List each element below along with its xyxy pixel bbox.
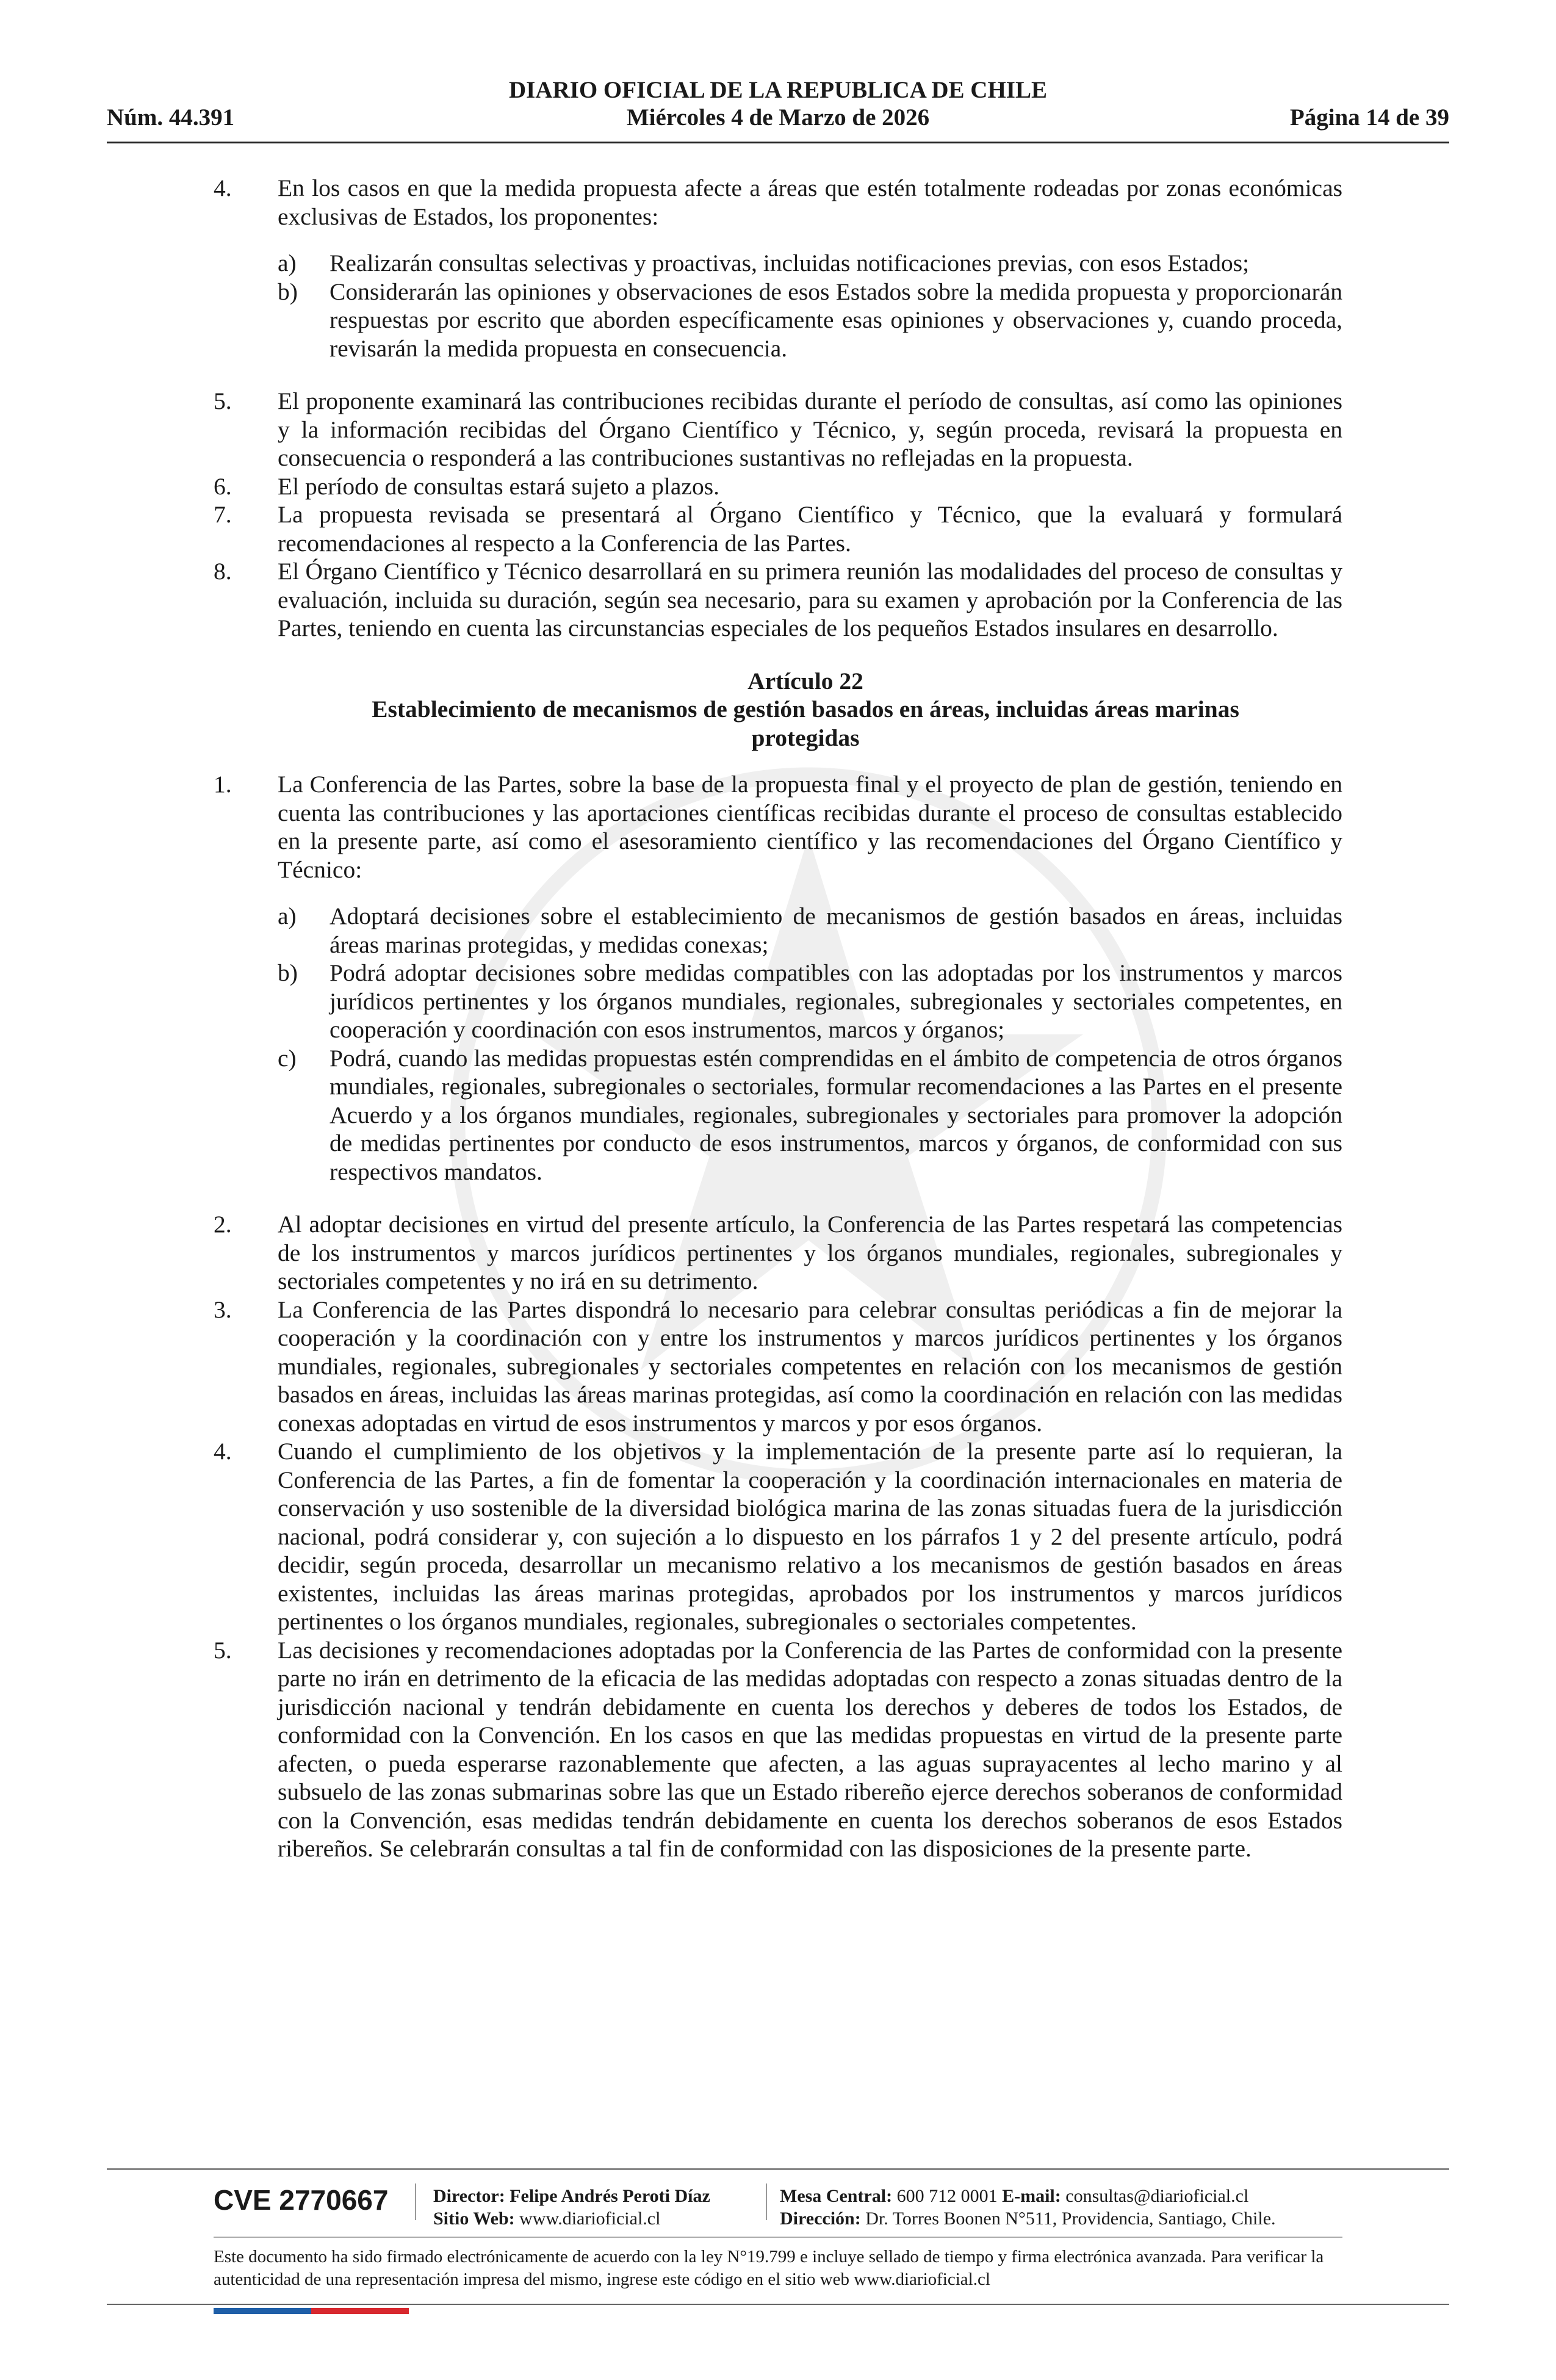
sub-item: a) Realizarán consultas selectivas y proactivas, incluidas notificaciones previas, con esos Estados; [278,250,1250,276]
list-item: 4. Cuando el cumplimiento de los objetivos y la implementación de la presente parte así lo requieran, la Conferencia de las Partes, a fin de fomentar la cooperación y la coordinación internacionales en materia de conservación y uso sostenible de la diversidad biológica marina de las zonas situadas fuera de la jurisdicción nacional, podrá considerar y, con sujeción a lo dispuesto en los párrafos 1 y 2 del presente artículo, podrá decidir, según proceda, desarrollar un mecanismo relativo a los mecanismos de gestión basados en áreas existentes, incluidas las áreas marinas protegidas, aprobados por los instrumentos y marcos jurídicos pertinentes o los órganos mundiales, regionales, subregionales o sectoriales competentes. [214,1438,1342,1635]
footer-divider [107,2168,1449,2170]
footer-director: Director: Felipe Andrés Peroti Díaz Sitio Web: www.diarioficial.cl [433,2186,710,2229]
cve-code: CVE 2770667 [214,2184,389,2216]
flag-stripe-blue [214,2308,311,2314]
footer-divider-bottom [107,2304,1449,2305]
sub-item: c) Podrá, cuando las medidas propuestas estén comprendidas en el ámbito de competencia de otros órganos mundiales, regionales, subregionales o sectoriales, formular recomendaciones a las Partes en el presente Acuerdo y a los órganos mundiales, regionales, subregionales y sectoriales para promover la adopción de medidas pertinentes por conducto de esos instrumentos, marcos y órganos, de conformidad con sus respectivos mandatos. [278,1044,1342,1185]
header-divider [107,142,1449,143]
list-item: 3. La Conferencia de las Partes dispondrá lo necesario para celebrar consultas periódicas a fin de mejorar la cooperación y la coordinación con y entre los instrumentos y marcos jurídicos pertinentes y los órganos mundiales, regionales, subregionales y sectoriales competentes en relación con los mecanismos de gestión basados en áreas, incluidas las áreas marinas protegidas, así como la coordinación en relación con las medidas conexas adoptadas en virtud de esos instrumentos y marcos y por esos órganos. [214,1296,1342,1437]
list-item: 6. El período de consultas estará sujeto a plazos. [214,472,719,500]
list-item: 5. El proponente examinará las contribuciones recibidas durante el período de consultas, así como las opiniones y la información recibidas del Órgano Científico y Técnico, y, según proceda, revisará la propuesta en consecuencia o responderá a las contribuciones sustantivas no reflejadas en la propuesta. [214,388,1342,471]
publication-title: DIARIO OFICIAL DE LA REPUBLICA DE CHILE [508,77,1047,103]
list-item: 4. En los casos en que la medida propuesta afecte a áreas que estén totalmente rodeadas por zonas económicas exclusivas de Estados, los proponentes: [214,175,1342,230]
paragraph-text: En los casos en que la medida propuesta afecte a áreas que estén totalmente rodeadas por zonas económicas exclusivas de Estados, los proponentes: [278,175,1342,230]
list-item: 7. La propuesta revisada se presentará al Órgano Científico y Técnico, que la evaluará y formulará recomendaciones al respecto a la Conferencia de las Partes. [214,501,1342,557]
footer-separator [415,2183,416,2220]
email-link[interactable]: consultas@diarioficial.cl [1065,2186,1249,2206]
footer-separator [766,2183,767,2220]
list-item: 1. La Conferencia de las Partes, sobre la base de la propuesta final y el proyecto de plan de gestión, teniendo en cuenta las contribuciones y las aportaciones científicas recibidas durante el proceso de consultas establecido en la presente parte, así como el asesoramiento científico y las recomendaciones del Órgano Científico y Técnico: [214,771,1342,883]
sub-item: a) Adoptará decisiones sobre el establecimiento de mecanismos de gestión basados en áreas, incluidas áreas marinas protegidas, y medidas conexas; [278,903,1342,958]
article-title: Establecimiento de mecanismos de gestión basados en áreas, incluidas áreas marinas [372,696,1239,723]
article-title-cont: protegidas [751,724,860,751]
sub-item: b) Podrá adoptar decisiones sobre medidas compatibles con las adoptadas por los instrumentos y marcos jurídicos pertinentes y los órganos mundiales, regionales, subregionales y sectoriales competentes, en cooperación y coordinación con esos instrumentos, marcos y órganos; [278,959,1342,1043]
signature-note: Este documento ha sido firmado electrónicamente de acuerdo con la ley N°19.799 e incluye sellado de tiempo y firma electrónica avanzada. Para verificar la autenticidad de una representación impresa del mismo, ingrese este código en el sitio web www.diarioficial.cl [214,2247,1324,2289]
footer-divider-inner [214,2237,1342,2238]
footer-contact: Mesa Central: 600 712 0001 E-mail: consultas@diarioficial.cl Dirección: Dr. Torres Boonen N°511, Providencia, Santiago, Chile. [780,2186,1276,2229]
document-body [214,174,1342,1863]
flag-stripe-red [311,2308,409,2314]
issue-date: Miércoles 4 de Marzo de 2026 [626,104,930,131]
list-item: 2. Al adoptar decisiones en virtud del presente artículo, la Conferencia de las Partes respetará las competencias de los instrumentos y marcos jurídicos pertinentes y los órganos mundiales, regionales, subregionales y sectoriales competentes y no irá en su detrimento. [214,1211,1342,1294]
issue-number: Núm. 44.391 [107,104,235,131]
sub-item: b) Considerarán las opiniones y observaciones de esos Estados sobre la medida propuesta y proporcionarán respuestas por escrito que aborden específicamente esas opiniones y observaciones y, cuando proceda, revisarán la medida propuesta en consecuencia. [278,278,1342,362]
article-heading [214,667,1342,752]
list-item: 8. El Órgano Científico y Técnico desarrollará en su primera reunión las modalidades del proceso de consultas y evaluación, incluida su duración, según sea necesario, para su examen y aprobación por la Conferencia de las Partes, teniendo en cuenta las circunstancias especiales de los pequeños Estados insulares en desarrollo. [214,558,1342,641]
list-item: 5. Las decisiones y recomendaciones adoptadas por la Conferencia de las Partes de conformidad con la presente parte no irán en detrimento de la eficacia de las medidas adoptadas con respecto a zonas situadas dentro de la jurisdicción nacional y tendrán debidamente en cuenta los derechos y deberes de todos los Estados, de conformidad con la Convención. En los casos en que las medidas propuestas en virtud de la presente parte afecten, o pueda esperarse razonablemente que afecten, a las aguas suprayacentes al lecho marino y al subsuelo de las zonas submarinas sobre las que un Estado ribereño ejerce derechos soberanos de conformidad con la Convención, esas medidas tendrán debidamente en cuenta los derechos soberanos de esos Estados ribereños. Se celebrarán consultas a tal fin de conformidad con las disposiciones de la presente parte. [214,1636,1342,1862]
article-number: Artículo 22 [747,667,863,694]
website-link[interactable]: www.diarioficial.cl [519,2209,661,2229]
page-header [107,76,1449,143]
page-number: Página 14 de 39 [1289,104,1449,131]
